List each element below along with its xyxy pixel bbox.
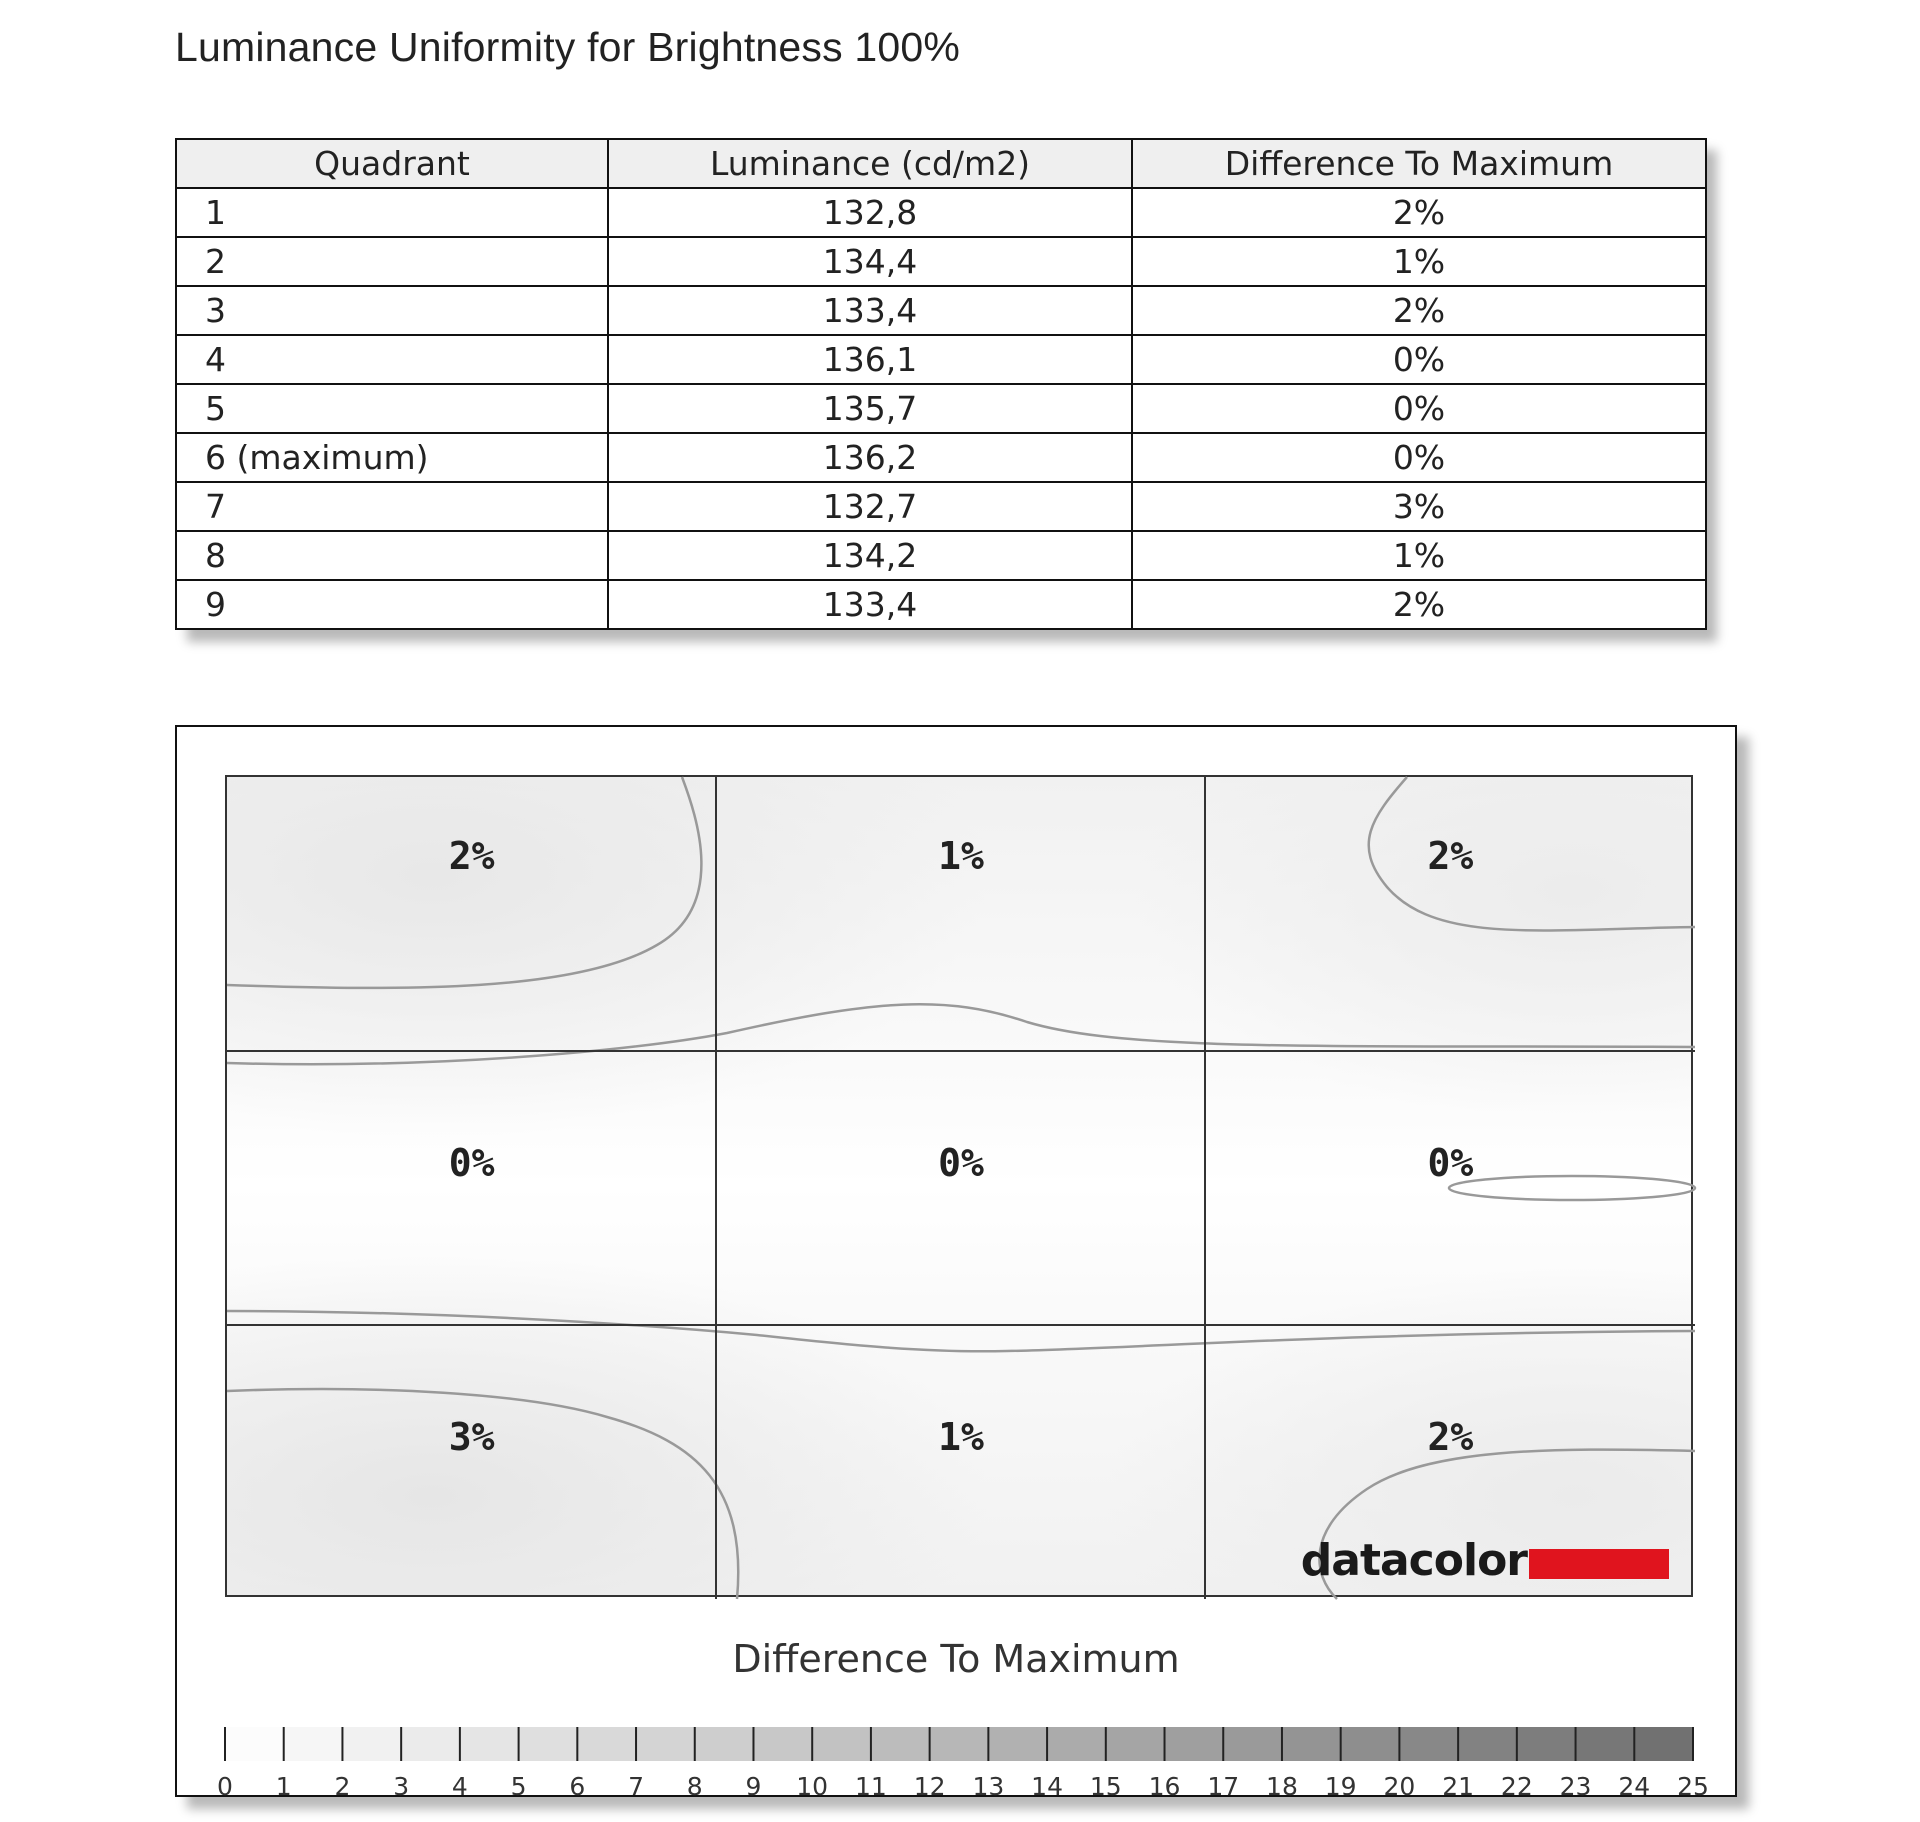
cell-difference: 2% <box>1132 286 1706 335</box>
contour-line-upper <box>227 1004 1695 1064</box>
luminance-table-container <box>175 138 1705 630</box>
cell-luminance: 135,7 <box>608 384 1132 433</box>
cell-difference: 2% <box>1132 580 1706 629</box>
uniformity-chart-panel <box>175 725 1737 1801</box>
column-header-difference: Difference To Maximum <box>1132 139 1706 188</box>
cell-difference: 0% <box>1132 335 1706 384</box>
scale-title: Difference To Maximum <box>732 1637 1180 1681</box>
scale-swatch-4 <box>460 1727 519 1761</box>
scale-tick-label: 5 <box>510 1772 527 1801</box>
heatmap-cell-label-3: 2% <box>1427 833 1474 878</box>
table-header-row <box>176 139 1706 188</box>
heatmap-grid-and-contours <box>227 777 1695 1599</box>
cell-quadrant: 1 <box>176 188 608 237</box>
scale-tick-label: 18 <box>1266 1772 1298 1801</box>
difference-scale-legend <box>177 1687 1739 1801</box>
scale-swatch-1 <box>284 1727 343 1761</box>
cell-quadrant: 7 <box>176 482 608 531</box>
scale-swatch-3 <box>401 1727 460 1761</box>
page-title: Luminance Uniformity for Brightness 100% <box>175 24 961 70</box>
scale-tick-label: 10 <box>796 1772 829 1801</box>
table-row <box>176 188 1706 237</box>
scale-tick-label: 14 <box>1031 1772 1063 1801</box>
cell-difference: 1% <box>1132 531 1706 580</box>
scale-swatch-10 <box>812 1727 871 1761</box>
cell-luminance: 133,4 <box>608 580 1132 629</box>
cell-difference: 1% <box>1132 237 1706 286</box>
scale-swatch-15 <box>1106 1727 1165 1761</box>
scale-swatch-8 <box>695 1727 754 1761</box>
scale-tick-label: 1 <box>275 1772 292 1801</box>
uniformity-heatmap <box>225 775 1693 1597</box>
table-row <box>176 580 1706 629</box>
cell-luminance: 134,2 <box>608 531 1132 580</box>
cell-difference: 0% <box>1132 384 1706 433</box>
heatmap-cell-label-9: 2% <box>1427 1414 1474 1459</box>
cell-difference: 2% <box>1132 188 1706 237</box>
scale-tick-label: 15 <box>1089 1772 1122 1801</box>
cell-quadrant: 2 <box>176 237 608 286</box>
datacolor-logo-text: datacolor <box>1300 1535 1527 1586</box>
scale-tick-label: 25 <box>1677 1772 1709 1801</box>
cell-luminance: 132,7 <box>608 482 1132 531</box>
scale-swatch-18 <box>1282 1727 1341 1761</box>
scale-tick-label: 11 <box>855 1772 887 1801</box>
scale-tick-label: 22 <box>1500 1772 1533 1801</box>
scale-tick-label: 9 <box>745 1772 762 1801</box>
scale-swatch-12 <box>930 1727 989 1761</box>
scale-swatch-23 <box>1576 1727 1635 1761</box>
scale-swatch-16 <box>1165 1727 1224 1761</box>
scale-tick-label: 6 <box>569 1772 586 1801</box>
scale-swatch-9 <box>753 1727 812 1761</box>
cell-quadrant: 4 <box>176 335 608 384</box>
cell-quadrant: 9 <box>176 580 608 629</box>
scale-tick-label: 8 <box>686 1772 703 1801</box>
scale-tick-label: 19 <box>1324 1772 1357 1801</box>
cell-luminance: 136,2 <box>608 433 1132 482</box>
heatmap-cell-label-1: 2% <box>448 833 495 878</box>
scale-swatch-2 <box>342 1727 401 1761</box>
heatmap-cell-label-7: 3% <box>448 1414 495 1459</box>
scale-swatch-20 <box>1399 1727 1458 1761</box>
table-row <box>176 433 1706 482</box>
contour-line-top-left <box>227 777 701 988</box>
table-row <box>176 237 1706 286</box>
luminance-table <box>175 138 1707 630</box>
cell-quadrant: 8 <box>176 531 608 580</box>
cell-luminance: 132,8 <box>608 188 1132 237</box>
scale-tick-label: 21 <box>1442 1772 1475 1801</box>
cell-difference: 0% <box>1132 433 1706 482</box>
scale-swatch-0 <box>225 1727 284 1761</box>
scale-tick-label: 12 <box>913 1772 946 1801</box>
scale-swatch-5 <box>519 1727 578 1761</box>
column-header-quadrant: Quadrant <box>176 139 608 188</box>
table-row <box>176 384 1706 433</box>
scale-tick-label: 23 <box>1559 1772 1592 1801</box>
cell-luminance: 134,4 <box>608 237 1132 286</box>
scale-swatch-14 <box>1047 1727 1106 1761</box>
scale-tick-label: 13 <box>972 1772 1005 1801</box>
scale-tick-label: 16 <box>1148 1772 1181 1801</box>
heatmap-cell-label-4: 0% <box>448 1140 495 1185</box>
table-row <box>176 335 1706 384</box>
scale-swatch-7 <box>636 1727 695 1761</box>
cell-quadrant: 6 (maximum) <box>176 433 608 482</box>
scale-swatch-19 <box>1341 1727 1400 1761</box>
scale-swatch-24 <box>1634 1727 1693 1761</box>
heatmap-cell-label-8: 1% <box>938 1414 984 1459</box>
scale-tick-label: 7 <box>628 1772 644 1801</box>
scale-tick-label: 0 <box>217 1772 233 1801</box>
scale-tick-label: 17 <box>1207 1772 1240 1801</box>
scale-tick-label: 2 <box>334 1772 351 1801</box>
cell-luminance: 133,4 <box>608 286 1132 335</box>
table-row <box>176 531 1706 580</box>
scale-tick-label: 24 <box>1618 1772 1651 1801</box>
contour-line-lower <box>227 1311 1695 1351</box>
table-row <box>176 286 1706 335</box>
heatmap-cell-label-5: 0% <box>938 1140 984 1185</box>
cell-luminance: 136,1 <box>608 335 1132 384</box>
scale-swatch-17 <box>1223 1727 1282 1761</box>
scale-swatch-6 <box>577 1727 636 1761</box>
datacolor-logo <box>1300 1535 1669 1586</box>
cell-quadrant: 3 <box>176 286 608 335</box>
scale-swatch-13 <box>988 1727 1047 1761</box>
scale-swatch-21 <box>1458 1727 1517 1761</box>
heatmap-cell-label-6: 0% <box>1427 1140 1474 1185</box>
cell-difference: 3% <box>1132 482 1706 531</box>
scale-tick-label: 4 <box>451 1772 468 1801</box>
table-row <box>176 482 1706 531</box>
heatmap-cell-label-2: 1% <box>938 833 984 878</box>
cell-quadrant: 5 <box>176 384 608 433</box>
datacolor-logo-bar <box>1529 1549 1669 1579</box>
column-header-luminance: Luminance (cd/m2) <box>608 139 1132 188</box>
scale-swatch-22 <box>1517 1727 1576 1761</box>
scale-tick-label: 3 <box>393 1772 410 1801</box>
scale-swatch-11 <box>871 1727 930 1761</box>
scale-tick-label: 20 <box>1383 1772 1416 1801</box>
